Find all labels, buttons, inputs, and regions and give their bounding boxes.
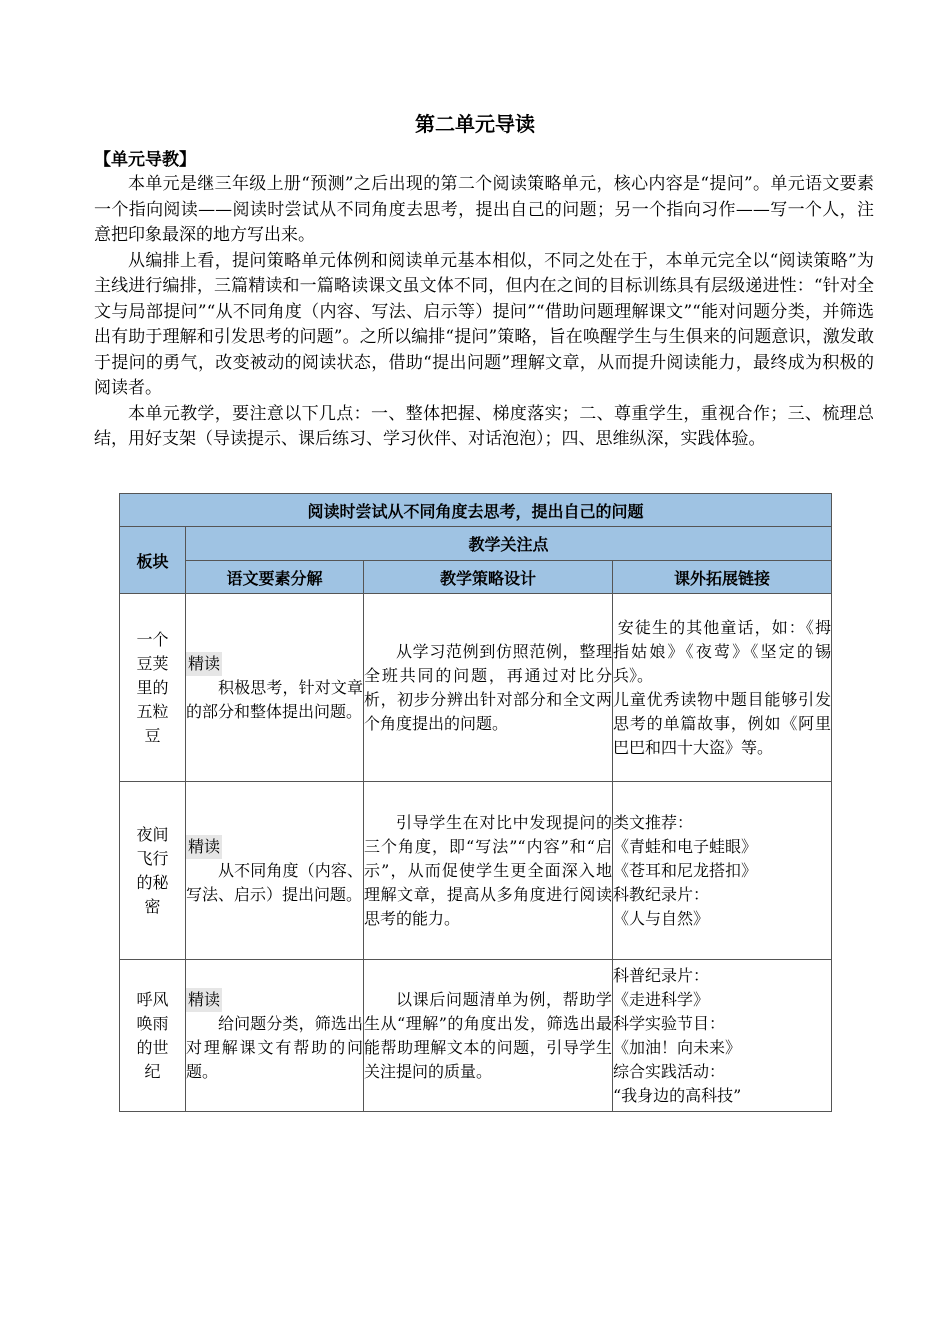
extension-line: “我身边的高科技” [613, 1085, 742, 1105]
header-extension: 课外拓展链接 [613, 561, 832, 594]
elements-cell [186, 960, 364, 1112]
extension-line: 《人与自然》 [613, 908, 710, 928]
extension-line: 《加油！向未来》 [613, 1037, 742, 1057]
lesson-title: 夜间 飞行 的秘 密 [120, 782, 186, 960]
header-block: 板块 [120, 527, 186, 594]
lesson-title: 一个 豆荚 里的 五粒 豆 [120, 594, 186, 782]
strategy-text: 引导学生在对比中发现提问的三个角度，即“写法”“内容”和“启示”，从而促使学生更全面深入地理解文章，提高从多角度进行阅读思考的能力。 [364, 812, 612, 928]
intro-paragraph: 从编排上看，提问策略单元体例和阅读单元基本相似，不同之处在于，本单元完全以“阅读策略”为主线进行编排，三篇精读和一篇略读课文虽文体不同，但内在之间的目标训练具有层级递进性：“针对全文与局部提问”“从不同角度（内容、写法、启示等）提问”“借助问题理解课文”“能对问题分类，并筛选出有助于理解和引发思考的问题”。之所以编排“提问”策略，旨在唤醒学生与生俱来的问题意识，激发敢于提问的勇气，改变被动的阅读状态，借助“提出问题”理解文章，从而提升阅读能力，最终成为积极的阅读者。 [94, 250, 874, 398]
reading-type-tag: 精读 [186, 835, 222, 859]
table-row [120, 960, 832, 1112]
reading-type-tag: 精读 [186, 652, 222, 676]
strategy-text: 以课后问题清单为例，帮助学生从“理解”的角度出发，筛选出最能帮助理解文本的问题，引导学生关注提问的质量。 [364, 989, 612, 1081]
table-row [120, 594, 832, 782]
elements-cell [186, 594, 364, 782]
elements-cell [186, 782, 364, 960]
extension-line: 《走进科学》 [613, 989, 710, 1009]
strategy-text: 从学习范例到仿照范例，整理全班共同的问题，再通过对比分析，初步分辨出针对部分和全文两个角度提出的问题。 [364, 641, 612, 733]
table-main-header: 阅读时尝试从不同角度去思考，提出自己的问题 [120, 494, 832, 527]
extension-cell [613, 960, 832, 1112]
teaching-guide-table [119, 493, 832, 1112]
elements-text: 积极思考，针对文章的部分和整体提出问题。 [186, 677, 363, 721]
section-label: 【单元导教】 [94, 150, 196, 170]
extension-cell [613, 782, 832, 960]
extension-line: 《苍耳和尼龙搭扣》 [613, 860, 758, 880]
extension-line: 综合实践活动： [613, 1061, 726, 1081]
lesson-title: 呼风 唤雨 的世 纪 [120, 960, 186, 1112]
reading-type-tag: 精读 [186, 988, 222, 1012]
elements-text: 从不同角度（内容、写法、启示）提出问题。 [186, 860, 363, 904]
table-row [120, 782, 832, 960]
extension-line: 类文推荐： [613, 812, 694, 832]
strategy-cell [364, 782, 613, 960]
elements-text: 给问题分类，筛选出对理解课文有帮助的问题。 [186, 1013, 363, 1081]
strategy-cell [364, 594, 613, 782]
header-elements: 语文要素分解 [186, 561, 364, 594]
extension-text: 儿童优秀读物中题目能够引发思考的单篇故事，例如《阿里巴巴和四十大盗》等。 [613, 689, 832, 757]
intro-paragraph: 本单元是继三年级上册“预测”之后出现的第二个阅读策略单元，核心内容是“提问”。单元语文要素一个指向阅读——阅读时尝试从不同角度去思考，提出自己的问题；另一个指向习作——写一个人，注意把印象最深的地方写出来。 [94, 174, 874, 245]
extension-cell [613, 594, 832, 782]
extension-line: 科学实验节目： [613, 1013, 726, 1033]
intro-paragraph: 本单元教学，要注意以下几点：一、整体把握、梯度落实；二、尊重学生，重视合作；三、梳理总结，用好支架（导读提示、课后练习、学习伙伴、对话泡泡）；四、思维纵深，实践体验。 [94, 403, 874, 449]
extension-text: 安徒生的其他童话，如：《拇指姑娘》《夜莺》《坚定的锡兵》。 [613, 617, 832, 685]
strategy-cell [364, 960, 613, 1112]
header-strategy: 教学策略设计 [364, 561, 613, 594]
extension-line: 科教纪录片： [613, 884, 710, 904]
extension-line: 科普纪录片： [613, 965, 710, 985]
extension-line: 《青蛙和电子蛙眼》 [613, 836, 758, 856]
page-title: 第二单元导读 [415, 112, 535, 136]
unit-intro [94, 148, 874, 453]
header-teaching-focus: 教学关注点 [186, 527, 832, 561]
